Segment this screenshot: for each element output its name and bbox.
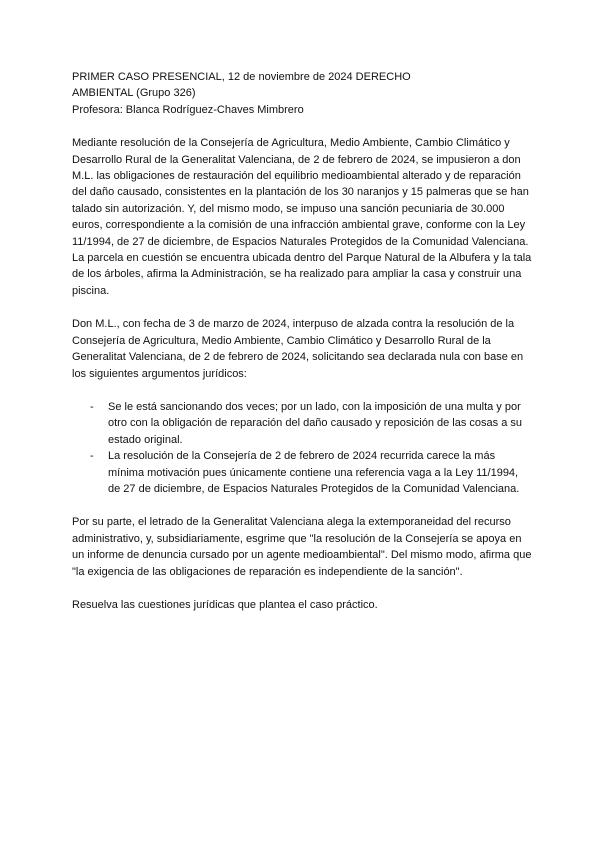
paragraph-appeal: Don M.L., con fecha de 3 de marzo de 2024, interpuso de alzada contra la resolución de la Consejería de Agricultura, Medio Ambiente, Cambio Climático y Desarrollo Rural de la Generalitat Valenciana, de 2 de febrero de 2024, solicitando sea declarada nula con base en los siguientes argumentos jurídicos: — [72, 318, 524, 380]
list-item — [72, 399, 532, 448]
header-title-line-2: AMBIENTAL (Grupo 326) — [72, 87, 196, 100]
paragraph-instruction: Resuelva las cuestiones jurídicas que plantea el caso práctico. — [72, 598, 378, 611]
document-page — [72, 69, 532, 613]
bullet-dash: - — [90, 400, 94, 413]
header-title-line-1: PRIMER CASO PRESENCIAL, 12 de noviembre de 2024 DERECHO — [72, 71, 411, 83]
header-professor: Profesora: Blanca Rodríguez-Chaves Mimbrero — [72, 103, 304, 116]
document-header — [72, 69, 532, 118]
bullet-dash: - — [90, 450, 94, 463]
list-item-text: La resolución de la Consejería de 2 de febrero de 2024 recurrida carece la más mínima motivación pues únicamente contiene una referencia vaga a la Ley 11/1994, de 27 de diciembre, de Espacios Naturales Protegidos de la Comunidad Valenciana. — [108, 450, 520, 495]
arguments-list — [72, 399, 532, 497]
paragraph-response: Por su parte, el letrado de la Generalitat Valenciana alega la extemporaneidad del recurso administrativo, y, subsidiariamente, esgrime que "la resolución de la Consejería se apoya en un informe de denuncia cursado por un agente medioambiental". Del mismo modo, afirma que "la exigencia de las obligaciones de reparación es independiente de la sanción". — [72, 516, 532, 578]
list-item-text: Se le está sancionando dos veces; por un lado, con la imposición de una multa y por otro con la obligación de reparación del daño causado y reposición de las cosas a su estado original. — [108, 400, 522, 446]
list-item — [72, 448, 532, 497]
paragraph-facts: Mediante resolución de la Consejería de Agricultura, Medio Ambiente, Cambio Climático y Desarrollo Rural de la Generalitat Valenciana, de 2 de febrero de 2024, se impusieron a don M.L. las obligaciones de restauración del equilibrio medioambiental alterado y de reparación del daño causado, consistentes en la plantación de los 30 naranjos y 15 palmeras que se han talado sin autorización. Y, del mismo modo, se impuso una sanción pecuniaria de 30.000 euros, correspondiente a la comisión de una infracción ambiental grave, conforme con la Ley 11/1994, de 27 de diciembre, de Espacios Naturales Protegidos de la Comunidad Valenciana. La parcela en cuestión se encuentra ubicada dentro del Parque Natural de la Albufera y la tala de los árboles, afirma la Administración, se ha realizado para ampliar la casa y construir una piscina. — [72, 137, 532, 297]
